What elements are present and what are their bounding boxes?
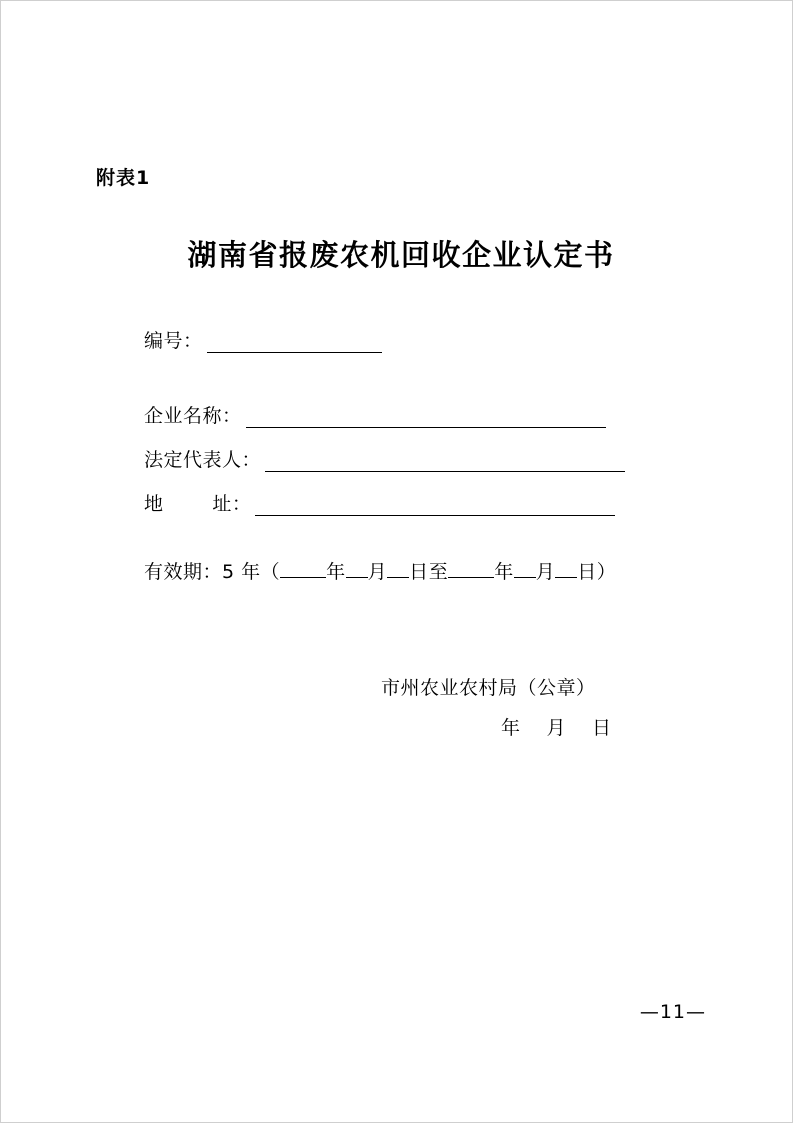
company-name-label: 企业名称： xyxy=(144,405,242,427)
field-row-number xyxy=(144,326,382,353)
end-month-unit: 月 xyxy=(535,561,556,583)
issuing-authority-seal-text: 市州农业农村局（公章） xyxy=(381,677,596,699)
number-input[interactable] xyxy=(207,335,382,353)
company-name-input[interactable] xyxy=(246,410,606,428)
validity-line xyxy=(144,557,616,584)
end-day-input[interactable] xyxy=(555,562,577,578)
validity-suffix: ） xyxy=(596,561,617,583)
legal-representative-label: 法定代表人： xyxy=(144,449,262,471)
end-month-input[interactable] xyxy=(514,562,536,578)
page-title: 湖南省报废农机回收企业认定书 xyxy=(187,238,615,272)
end-day-unit: 日 xyxy=(577,561,597,583)
issue-month-unit: 月 xyxy=(546,717,567,739)
address-input[interactable] xyxy=(255,498,615,516)
end-year-input[interactable] xyxy=(448,562,494,578)
start-year-input[interactable] xyxy=(280,562,326,578)
start-month-input[interactable] xyxy=(346,562,368,578)
start-day-unit: 日 xyxy=(409,561,429,583)
address-label xyxy=(144,489,251,516)
address-label-second: 址： xyxy=(212,493,252,515)
page-number: —11— xyxy=(639,1001,706,1023)
attachment-label: 附表1 xyxy=(96,167,151,189)
end-year-unit: 年 xyxy=(494,561,514,583)
start-day-input[interactable] xyxy=(387,562,409,578)
start-year-unit: 年 xyxy=(326,561,346,583)
issue-date-line xyxy=(501,713,612,740)
issue-year-unit: 年 xyxy=(501,717,521,739)
field-row-company xyxy=(144,401,606,428)
address-label-first: 地 xyxy=(144,493,164,515)
validity-to: 至 xyxy=(428,561,449,583)
number-label: 编号： xyxy=(144,330,203,352)
field-row-address xyxy=(144,489,615,516)
validity-prefix: 有效期：5 年（ xyxy=(144,561,281,583)
legal-representative-input[interactable] xyxy=(265,454,625,472)
field-row-legal-representative xyxy=(144,445,625,472)
start-month-unit: 月 xyxy=(367,561,388,583)
document-content xyxy=(96,1,706,1123)
issue-day-unit: 日 xyxy=(592,717,612,739)
